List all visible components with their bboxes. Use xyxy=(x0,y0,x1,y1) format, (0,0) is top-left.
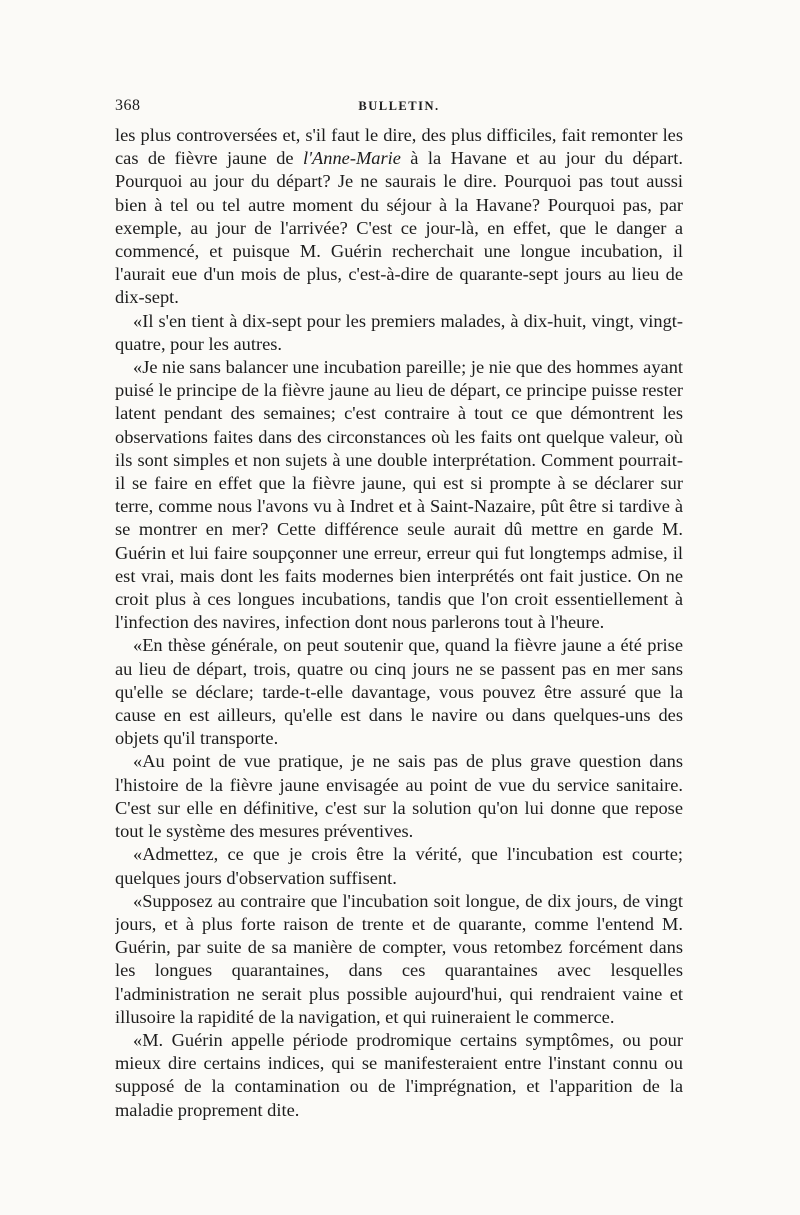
paragraph: «En thèse générale, on peut soutenir que, quand la fièvre jaune a été prise au lieu de départ, trois, quatre ou cinq jours ne se passent pas en mer sans qu'elle se déclare; tarde-t-elle davantage, vous pouvez être assuré que la cause en est ailleurs, qu'elle est dans le navire ou dans quelques-uns des objets qu'il transporte. xyxy=(115,635,683,749)
ship-name-italic: l'Anne-Marie xyxy=(302,148,401,169)
page-number: 368 xyxy=(115,97,141,114)
paragraph: «Au point de vue pratique, je ne sais pas de plus grave question dans l'histoire de la fièvre jaune envisagée au point de vue du service sanitaire. C'est sur elle en définitive, c'est sur la solution qu'on lui donne que repose tout le système des mesures préventives. xyxy=(115,751,683,842)
paragraph-text: à la Havane et au jour du départ. Pourquoi au jour du départ? Je ne saurais le dire. Pourquoi pas tout aussi bien à tel ou tel autre moment du séjour à la Havane? Pourquoi pas, par exemple, au jour de l'arrivée? C'est ce jour-là, en effet, que le danger a commencé, et puisque M. Guérin recherchait une longue incubation, il l'aurait eue d'un mois de plus, c'est-à-dire de quarante-sept jours au lieu de dix-sept. xyxy=(115,148,683,308)
document-page xyxy=(115,94,683,1184)
paragraph: «M. Guérin appelle période prodromique certains symptômes, ou pour mieux dire certains indices, qui se manifesteraient entre l'instant connu ou supposé de la contamination ou de l'imprégnation, et l'apparition de la maladie proprement dite. xyxy=(115,1029,683,1120)
paragraph-continuation xyxy=(115,124,683,310)
body-text xyxy=(115,124,683,1122)
paragraph: «Je nie sans balancer une incubation pareille; je nie que des hommes ayant puisé le principe de la fièvre jaune au lieu de départ, ce principe puisse rester latent pendant des semaines; c'est contraire à tout ce que démontrent les observations faites dans des circonstances où les faits ont quelque valeur, où ils sont simples et non sujets à une double interprétation. Comment pourrait-il se faire en effet que la fièvre jaune, qui est si prompte à se déclarer sur terre, comme nous l'avons vu à Indret et à Saint-Nazaire, pût être si tardive à se montrer en mer? Cette différence seule aurait dû mettre en garde M. Guérin et lui faire soupçonner une erreur, erreur qui fut longtemps admise, il est vrai, mais dont les faits modernes bien interprétés ont fait justice. On ne croit plus à ces longues incubations, tandis que l'on croit essentiellement à l'infection des navires, infection dont nous parlerons tout à l'heure. xyxy=(115,357,683,633)
running-header xyxy=(115,94,683,118)
paragraph: «Supposez au contraire que l'incubation soit longue, de dix jours, de vingt jours, et à plus forte raison de trente et de quarante, comme l'entend M. Guérin, par suite de sa manière de compter, vous retombez forcément dans les longues quarantaines, dans ces quarantaines avec lesquelles l'administration ne serait plus possible aujourd'hui, qui rendraient vaine et illusoire la rapidité de la navigation, et qui ruineraient le commerce. xyxy=(115,890,683,1027)
running-title: BULLETIN. xyxy=(358,99,440,113)
paragraph: «Admettez, ce que je crois être la vérité, que l'incubation est courte; quelques jours d'observation suffisent. xyxy=(115,844,683,888)
paragraph-text: les plus controversées et, s'il faut le dire, des plus difficiles, fait remonter les cas de fièvre jaune de xyxy=(115,125,683,169)
paragraph: «Il s'en tient à dix-sept pour les premiers malades, à dix-huit, vingt, vingt-quatre, pour les autres. xyxy=(115,310,683,354)
